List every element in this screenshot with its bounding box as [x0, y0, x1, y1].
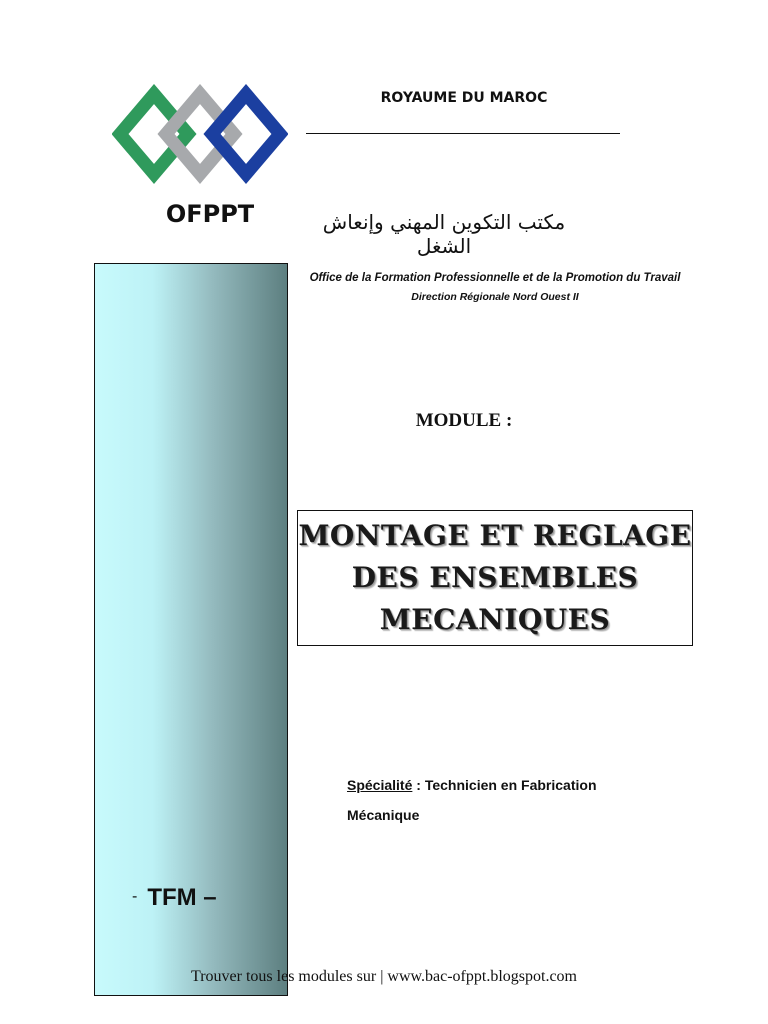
- module-title-line-3: MECANIQUES: [379, 603, 611, 636]
- logo-blue-link: [212, 94, 280, 174]
- module-title-line-2: DES ENSEMBLES: [351, 561, 639, 594]
- ofppt-chain-icon: [120, 94, 280, 174]
- arabic-org-name: مكتب التكوين المهني وإنعاش الشغل: [322, 210, 566, 258]
- module-label: MODULE :: [415, 410, 513, 431]
- office-name: Office de la Formation Professionnelle et de la Promotion du Travail: [309, 272, 681, 284]
- tfm-label: TFM: [147, 884, 197, 911]
- module-title-line-1: MONTAGE ET REGLAGE: [298, 519, 692, 552]
- logo-gray-link: [166, 94, 234, 174]
- tfm-label-group: [132, 884, 252, 912]
- speciality-value-2: Mécanique: [347, 807, 420, 823]
- kingdom-title: ROYAUME DU MAROC: [380, 90, 548, 106]
- org-acronym: OFPPT: [165, 200, 255, 228]
- header-divider: [306, 133, 620, 134]
- tfm-dash-left: -: [132, 888, 138, 905]
- speciality-block: [347, 770, 687, 830]
- tfm-dash-right: –: [196, 884, 217, 911]
- logo-green-link: [120, 94, 188, 174]
- footer-link-text: Trouver tous les modules sur | www.bac-ofppt.blogspot.com: [191, 968, 577, 985]
- direction-name: Direction Régionale Nord Ouest II: [411, 291, 579, 303]
- ofppt-logo: [112, 84, 288, 188]
- speciality-value-1: Technicien en Fabrication: [424, 777, 597, 793]
- module-title-box: [297, 510, 693, 646]
- speciality-line-1: [347, 770, 687, 800]
- speciality-label: Spécialité: [347, 777, 413, 793]
- speciality-separator: :: [412, 777, 425, 793]
